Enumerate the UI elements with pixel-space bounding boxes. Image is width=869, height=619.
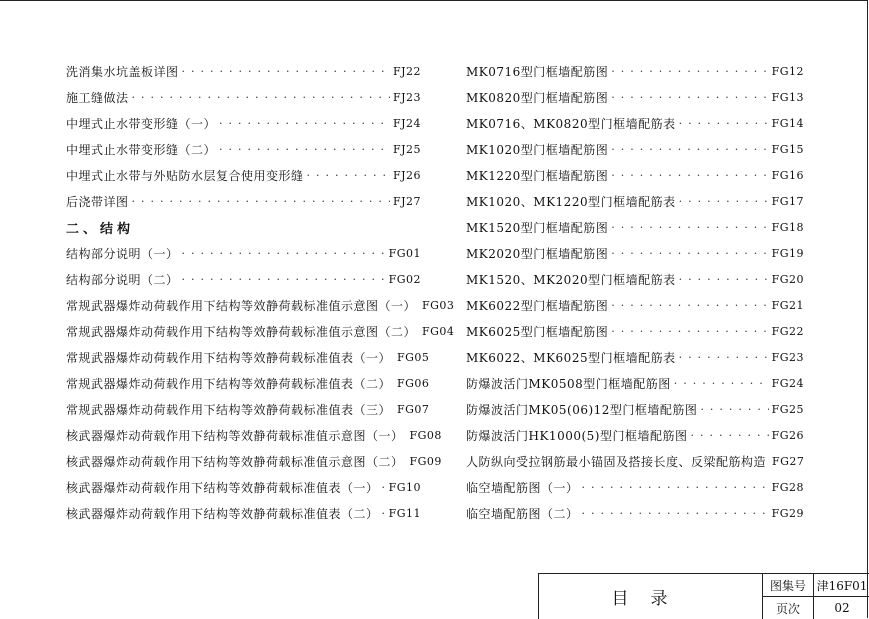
toc-entry-code: FJ22 bbox=[392, 64, 421, 78]
section-heading-text: 二、结构 bbox=[66, 221, 135, 237]
toc-entry-code: FG27 bbox=[772, 454, 805, 468]
dot-leader bbox=[611, 65, 768, 78]
dot-leader bbox=[679, 117, 769, 130]
dot-leader bbox=[182, 65, 390, 78]
toc-entry[interactable] bbox=[466, 292, 804, 318]
dot-leader bbox=[219, 143, 390, 156]
toc-left-column bbox=[66, 58, 455, 526]
dot-leader bbox=[690, 429, 768, 442]
toc-entry-title: MK1020型门框墙配筋图 bbox=[466, 142, 609, 157]
toc-entry[interactable] bbox=[466, 214, 804, 240]
toc-entry-title: MK0820型门框墙配筋图 bbox=[466, 90, 609, 105]
toc-right-column bbox=[466, 58, 804, 526]
toc-entry-code: FJ23 bbox=[392, 90, 421, 104]
page-number-label: 页次 bbox=[775, 601, 800, 616]
toc-entry-title: MK0716、MK0820型门框墙配筋表 bbox=[466, 116, 676, 131]
dot-leader bbox=[382, 507, 386, 520]
dot-leader bbox=[674, 377, 769, 390]
toc-entry[interactable] bbox=[66, 136, 421, 162]
toc-entry[interactable] bbox=[466, 500, 804, 526]
toc-entry[interactable] bbox=[66, 188, 421, 214]
toc-entry-code: FG13 bbox=[771, 90, 804, 104]
toc-entry[interactable] bbox=[66, 448, 442, 474]
toc-entry-title: 核武器爆炸动荷载作用下结构等效静荷载标准值表（二） bbox=[66, 506, 379, 521]
toc-entry[interactable] bbox=[66, 396, 430, 422]
toc-entry-code: FG05 bbox=[397, 350, 430, 364]
atlas-number-value: 津16F01 bbox=[816, 578, 868, 593]
toc-entry-code: FG01 bbox=[388, 246, 421, 260]
toc-entry[interactable] bbox=[466, 84, 804, 110]
toc-entry-title: 常规武器爆炸动荷载作用下结构等效静荷载标准值示意图（二） bbox=[66, 324, 417, 339]
toc-entry-code: FG10 bbox=[388, 480, 421, 494]
toc-entry-title: 常规武器爆炸动荷载作用下结构等效静荷载标准值表（二） bbox=[66, 376, 392, 391]
toc-entry-title: 防爆波活门HK1000(5)型门框墙配筋图 bbox=[466, 428, 688, 443]
toc-entry-code: FG29 bbox=[771, 506, 804, 520]
toc-entry[interactable] bbox=[466, 318, 804, 344]
toc-entry-title: MK1520型门框墙配筋图 bbox=[466, 220, 609, 235]
toc-entry[interactable] bbox=[466, 266, 804, 292]
toc-entry-code: FG08 bbox=[409, 428, 442, 442]
dot-leader bbox=[611, 143, 768, 156]
toc-entry-title: 后浇带详图 bbox=[66, 194, 129, 209]
toc-entry-title: 结构部分说明（二） bbox=[66, 272, 179, 287]
toc-entry-title: MK0716型门框墙配筋图 bbox=[466, 64, 609, 79]
toc-entry-code: FG14 bbox=[771, 116, 804, 130]
toc-entry[interactable] bbox=[66, 318, 455, 344]
toc-entry-code: FG02 bbox=[388, 272, 421, 286]
toc-entry[interactable] bbox=[466, 162, 804, 188]
toc-entry[interactable] bbox=[466, 396, 804, 422]
toc-entry[interactable] bbox=[466, 474, 804, 500]
toc-entry-code: FG11 bbox=[388, 506, 421, 520]
toc-entry[interactable] bbox=[466, 448, 804, 474]
dot-leader bbox=[611, 169, 768, 182]
toc-entry-title: 人防纵向受拉钢筋最小锚固及搭接长度、反梁配筋构造 bbox=[466, 454, 767, 469]
toc-entry[interactable] bbox=[466, 370, 804, 396]
dot-leader bbox=[679, 273, 769, 286]
toc-entry[interactable] bbox=[66, 344, 430, 370]
dot-leader bbox=[182, 247, 386, 260]
toc-entry-title: MK2020型门框墙配筋图 bbox=[466, 246, 609, 261]
toc-entry[interactable] bbox=[66, 58, 421, 84]
dot-leader bbox=[611, 247, 768, 260]
toc-entry-title: 常规武器爆炸动荷载作用下结构等效静荷载标准值表（一） bbox=[66, 350, 392, 365]
toc-entry[interactable] bbox=[66, 422, 442, 448]
toc-entry-title: 中埋式止水带变形缝（二） bbox=[66, 142, 217, 157]
toc-entry[interactable] bbox=[466, 136, 804, 162]
toc-entry[interactable] bbox=[66, 474, 421, 500]
toc-entry[interactable] bbox=[466, 344, 804, 370]
toc-entry[interactable] bbox=[66, 110, 421, 136]
toc-entry-title: 洗消集水坑盖板详图 bbox=[66, 64, 179, 79]
dot-leader bbox=[611, 221, 768, 234]
toc-entry-code: FG22 bbox=[771, 324, 804, 338]
toc-entry-title: 结构部分说明（一） bbox=[66, 246, 179, 261]
toc-entry-title: 常规武器爆炸动荷载作用下结构等效静荷载标准值示意图（一） bbox=[66, 298, 417, 313]
toc-entry-code: FG25 bbox=[771, 402, 804, 416]
toc-entry[interactable] bbox=[466, 110, 804, 136]
toc-entry[interactable] bbox=[466, 240, 804, 266]
toc-entry-title: 常规武器爆炸动荷载作用下结构等效静荷载标准值表（三） bbox=[66, 402, 392, 417]
toc-entry[interactable] bbox=[66, 292, 455, 318]
dot-leader bbox=[182, 273, 386, 286]
toc-entry[interactable] bbox=[66, 370, 430, 396]
toc-entry-code: FG23 bbox=[771, 350, 804, 364]
toc-entry-code: FJ27 bbox=[392, 194, 421, 208]
toc-entry-title: 临空墙配筋图（一） bbox=[466, 480, 579, 495]
toc-entry-code: FG07 bbox=[397, 402, 430, 416]
dot-leader bbox=[307, 169, 390, 182]
toc-entry-code: FG20 bbox=[771, 272, 804, 286]
toc-entry-title: MK1220型门框墙配筋图 bbox=[466, 168, 609, 183]
page-number-value: 02 bbox=[834, 601, 850, 615]
toc-entry-code: FG06 bbox=[397, 376, 430, 390]
toc-entry-code: FG18 bbox=[771, 220, 804, 234]
dot-leader bbox=[611, 325, 768, 338]
title-block bbox=[538, 573, 869, 619]
toc-entry-title: MK6022、MK6025型门框墙配筋表 bbox=[466, 350, 676, 365]
dot-leader bbox=[679, 351, 769, 364]
toc-entry-title: 临空墙配筋图（二） bbox=[466, 506, 579, 521]
toc-entry[interactable] bbox=[466, 188, 804, 214]
dot-leader bbox=[382, 481, 386, 494]
toc-entry-code: FG21 bbox=[771, 298, 804, 312]
toc-entry-code: FG09 bbox=[409, 454, 442, 468]
dot-leader bbox=[132, 91, 390, 104]
toc-entry-title: MK1020、MK1220型门框墙配筋表 bbox=[466, 194, 676, 209]
dot-leader bbox=[219, 117, 390, 130]
toc-entry-title: 核武器爆炸动荷载作用下结构等效静荷载标准值表（一） bbox=[66, 480, 379, 495]
toc-entry-title: MK6022型门框墙配筋图 bbox=[466, 298, 609, 313]
toc-entry-title: MK1520、MK2020型门框墙配筋表 bbox=[466, 272, 676, 287]
toc-entry-title: 核武器爆炸动荷载作用下结构等效静荷载标准值示意图（一） bbox=[66, 428, 404, 443]
toc-entry-title: 防爆波活门MK0508型门框墙配筋图 bbox=[466, 376, 671, 391]
toc-entry-code: FJ25 bbox=[392, 142, 421, 156]
dot-leader bbox=[582, 481, 769, 494]
toc-entry[interactable] bbox=[66, 240, 421, 266]
toc-entry[interactable] bbox=[66, 500, 421, 526]
toc-entry-title: MK6025型门框墙配筋图 bbox=[466, 324, 609, 339]
toc-entry-title: 防爆波活门MK05(06)12型门框墙配筋图 bbox=[466, 402, 698, 417]
atlas-number-label: 图集号 bbox=[769, 578, 806, 593]
toc-entry-code: FG28 bbox=[771, 480, 804, 494]
toc-entry-code: FG04 bbox=[422, 324, 455, 338]
toc-entry-code: FG12 bbox=[771, 64, 804, 78]
dot-leader bbox=[582, 507, 769, 520]
toc-entry-code: FJ24 bbox=[392, 116, 421, 130]
toc-entry-code: FG24 bbox=[771, 376, 804, 390]
dot-leader bbox=[611, 299, 768, 312]
toc-entry-code: FG17 bbox=[771, 194, 804, 208]
toc-entry-code: FG03 bbox=[422, 298, 455, 312]
toc-entry-code: FG19 bbox=[771, 246, 804, 260]
toc-entry-code: FG26 bbox=[771, 428, 804, 442]
toc-entry-title: 中埋式止水带变形缝（一） bbox=[66, 116, 217, 131]
toc-entry-title: 中埋式止水带与外贴防水层复合使用变形缝 bbox=[66, 168, 304, 183]
title-block-title: 目录 bbox=[611, 589, 690, 609]
toc-entry-title: 施工缝做法 bbox=[66, 90, 129, 105]
toc-entry[interactable] bbox=[66, 162, 421, 188]
toc-entry-title: 核武器爆炸动荷载作用下结构等效静荷载标准值示意图（二） bbox=[66, 454, 404, 469]
section-heading-structure bbox=[66, 214, 421, 240]
toc-entry-code: FG15 bbox=[771, 142, 804, 156]
toc-entry[interactable] bbox=[66, 84, 421, 110]
dot-leader bbox=[679, 195, 769, 208]
toc-entry[interactable] bbox=[466, 58, 804, 84]
dot-leader bbox=[611, 91, 768, 104]
dot-leader bbox=[132, 195, 390, 208]
toc-entry[interactable] bbox=[66, 266, 421, 292]
toc-entry-code: FG16 bbox=[771, 168, 804, 182]
toc-entry-code: FJ26 bbox=[392, 168, 421, 182]
toc-entry[interactable] bbox=[466, 422, 804, 448]
dot-leader bbox=[700, 403, 768, 416]
